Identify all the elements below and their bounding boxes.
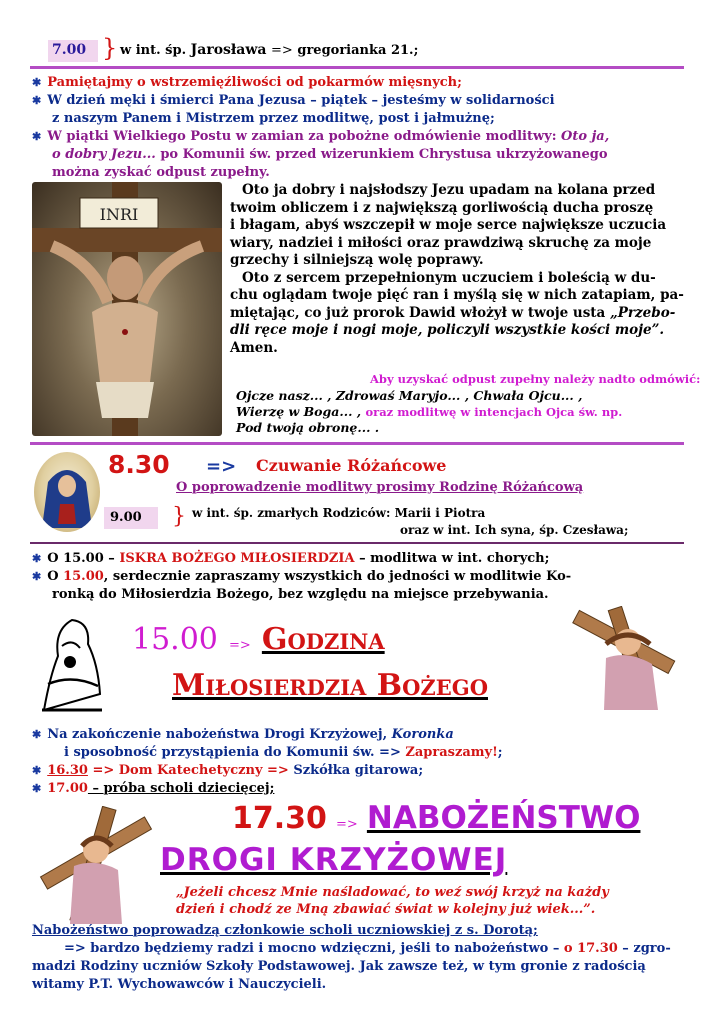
- quote-line1: „Jeżeli chcesz Mnie naśladować, to weź swój krzyż na każdy: [176, 885, 609, 900]
- prayer-line: Amen.: [230, 339, 278, 356]
- prayer-title-cont: o dobry Jezu...: [52, 147, 156, 162]
- mercy-heading: [132, 622, 385, 657]
- semicolon: ;: [497, 745, 503, 760]
- rosary-arrow: =>: [206, 456, 237, 477]
- bullet-guitar: [32, 762, 423, 779]
- mass-intention-9-line2: [400, 522, 628, 539]
- deceased-son: Czesława;: [562, 523, 629, 537]
- prayer-text: [230, 182, 690, 357]
- rosary-note: O poprowadzenie modlitwy prosimy Rodzinę Różańcową: [176, 480, 584, 495]
- chaplet-text: O: [47, 569, 64, 584]
- deceased-names: Marii i Piotra: [394, 506, 486, 520]
- invitation: Zapraszamy!: [405, 745, 498, 760]
- fridays-line2: [52, 146, 608, 163]
- mass-intention-7: [120, 42, 418, 59]
- bullet-icon: ✱: [32, 76, 42, 89]
- prayer-line: Oto z sercem przepełnionym uczuciem i boleścią w du-: [242, 269, 656, 286]
- bullet-icon: ✱: [32, 782, 42, 795]
- bullet-spark: [32, 550, 549, 567]
- crucifix-image: [32, 182, 222, 436]
- stations-heading: [232, 800, 640, 836]
- chaplet-end-text: Na zakończenie nabożeństwa Drogi Krzyżowej,: [47, 727, 392, 742]
- inri-label: INRI: [99, 205, 139, 224]
- prayer-quote: „Przebo-: [609, 304, 676, 321]
- divider: [30, 442, 684, 445]
- chaplet-name: Koronka: [391, 727, 454, 742]
- stations-para-line2: madzi Rodziny uczniów Szkoły Podstawowej. Jak zawsze też, w tym gronie z radością: [32, 959, 646, 974]
- required-prayers: [236, 388, 622, 436]
- required-prayers-line1: Ojcze nasz... , Zdrowaś Maryjo... , Chwała Ojcu... ,: [236, 388, 583, 403]
- mass-intention-text: oraz w int. Ich syna, śp.: [400, 523, 563, 537]
- prayer-line: i błagam, abyś wszczepił w moje serce największe uczucia: [230, 217, 667, 233]
- communion-text: i sposobność przystąpienia do Komunii św. =>: [64, 745, 406, 760]
- stations-title-line2: DROGI KRZYŻOWEJ: [160, 842, 508, 878]
- chaplet-time: 15.00: [63, 569, 104, 584]
- bullet-chaplet: [32, 568, 571, 585]
- stations-quote: [176, 884, 609, 918]
- prayer-line: chu oglądam twoje pięć ran i myślą się w nich zatapiam, pa-: [230, 287, 684, 303]
- mercy-title-line1: Godzina: [261, 622, 385, 657]
- bullet-icon: ✱: [32, 728, 42, 741]
- guitar-time: 16.30: [47, 763, 88, 778]
- bullet-icon: ✱: [32, 552, 42, 565]
- mass-intention-9-line1: [192, 505, 485, 522]
- stations-para-time: o 17.30: [563, 941, 618, 956]
- abstinence-text: Pamiętajmy o wstrzemięźliwości od pokarmów mięsnych;: [47, 75, 462, 90]
- bullet-schola: [32, 780, 274, 797]
- deceased-name: Jarosława: [190, 42, 267, 58]
- schola-time: 17.00: [47, 781, 88, 796]
- stations-arrow: =>: [336, 817, 358, 832]
- solidarity-line1: W dzień męki i śmierci Pana Jezusa – piątek – jesteśmy w solidarności: [47, 93, 555, 108]
- rosary-title: Czuwanie Różańcowe: [256, 456, 447, 475]
- bullet-icon: ✱: [32, 570, 42, 583]
- fridays-line3: można zyskać odpust zupełny.: [52, 165, 270, 180]
- stations-para-text: => bardzo będziemy radzi i mocno wdzięczni, jeśli to nabożeństwo –: [64, 941, 564, 956]
- bullet-chaplet-end: [32, 726, 454, 743]
- mass-time-9-label: 9.00: [110, 510, 142, 525]
- jesus-carrying-cross-image: [566, 606, 678, 710]
- prayer-line: twoim obliczem i z największą gorliwością ducha proszę: [230, 199, 654, 216]
- divider: [30, 542, 684, 544]
- stations-para-line3: witamy P.T. Wychowawców i Nauczycieli.: [32, 977, 327, 992]
- prayer-title: Oto ja,: [561, 129, 610, 144]
- mercy-title-line2: Miłosierdzia Bożego: [172, 668, 488, 703]
- mercy-time: 15.00: [132, 622, 218, 657]
- guitar-school: Szkółka gitarowa;: [293, 763, 424, 778]
- mercy-arrow: =>: [228, 638, 251, 653]
- fridays-line2-text: po Komunii św. przed wizerunkiem Chrystusa ukrzyżowanego: [155, 147, 608, 162]
- fridays-line1: W piątki Wielkiego Postu w zamian za pobożne odmówienie modlitwy:: [47, 129, 562, 144]
- brace: }: [172, 504, 186, 529]
- jesus-carrying-cross-image: [36, 806, 156, 924]
- bullet-solidarity: [32, 92, 555, 109]
- divider: [30, 66, 684, 69]
- schola-rehearsal: – próba scholi dziecięcej;: [87, 781, 275, 796]
- chaplet-end-line2: [64, 744, 503, 761]
- chaplet-line2: ronką do Miłosierdzia Bożego, bez względu na miejsce przebywania.: [52, 587, 549, 602]
- bullet-icon: ✱: [32, 764, 42, 777]
- rosary-time: 8.30: [108, 450, 170, 479]
- prayer-line: wiary, nadziei i miłości oraz prawdziwą skruchę za moje: [230, 234, 652, 251]
- mass-intention-text: w int. śp.: [120, 43, 191, 58]
- required-prayers-line2: [236, 404, 622, 420]
- prayer-line-text: miętając, co już prorok Dawid włożył w twoje usta: [230, 304, 610, 321]
- stations-title-line1: NABOŻEŃSTWO: [366, 800, 641, 836]
- mass-time-7-label: 7.00: [52, 42, 87, 58]
- madonna-icon: [34, 452, 100, 532]
- required-prayers-line3: Pod twoją obronę... .: [236, 420, 380, 435]
- arrow: =>: [271, 43, 293, 58]
- creed: Wierzę w Boga... ,: [236, 404, 366, 419]
- spark-time: O 15.00 –: [47, 551, 120, 566]
- quote-line2: dzień i chodź ze Mną zbawiać świat w kolejny już wiek...”.: [176, 902, 596, 917]
- stations-lead: Nabożeństwo poprowadzą członkowie scholi uczniowskiej z s. Dorotą;: [32, 923, 538, 938]
- pope-intentions: oraz modlitwę w intencjach Ojca św. np.: [365, 405, 623, 419]
- bullet-fridays: [32, 128, 609, 145]
- stations-para-line1: [64, 940, 671, 957]
- mass-intention-text: w int. śp. zmarłych Rodziców:: [192, 506, 395, 520]
- spark-text: – modlitwa w int. chorych;: [354, 551, 550, 566]
- gregorian-mass: gregorianka 21.;: [297, 43, 419, 58]
- spark-title: ISKRA BOŻEGO MIŁOSIERDZIA: [119, 551, 355, 566]
- chaplet-text: , serdecznie zapraszamy wszystkich do jedności w modlitwie Ko-: [103, 569, 572, 584]
- guitar-place: => Dom Katechetyczny =>: [87, 763, 294, 778]
- bullet-icon: ✱: [32, 130, 42, 143]
- stations-time: 17.30: [232, 801, 327, 836]
- bullet-icon: ✱: [32, 94, 42, 107]
- stations-para-text: – zgro-: [617, 941, 671, 956]
- pieta-drawing: [32, 612, 112, 716]
- solidarity-line2: z naszym Panem i Mistrzem przez modlitwę, post i jałmużnę;: [52, 111, 495, 126]
- prayer-line: grzechy i silniejszą wolę poprawy.: [230, 252, 484, 268]
- prayer-line: [230, 305, 690, 323]
- bullet-abstinence: [32, 74, 462, 91]
- prayer-line: dli ręce moje i nogi moje, policzyli wszystkie kości moje”.: [230, 322, 665, 338]
- brace: }: [102, 34, 118, 62]
- prayer-line: Oto ja dobry i najsłodszy Jezu upadam na kolana przed: [242, 182, 656, 198]
- indulgence-note: Aby uzyskać odpust zupełny należy nadto odmówić:: [370, 372, 701, 386]
